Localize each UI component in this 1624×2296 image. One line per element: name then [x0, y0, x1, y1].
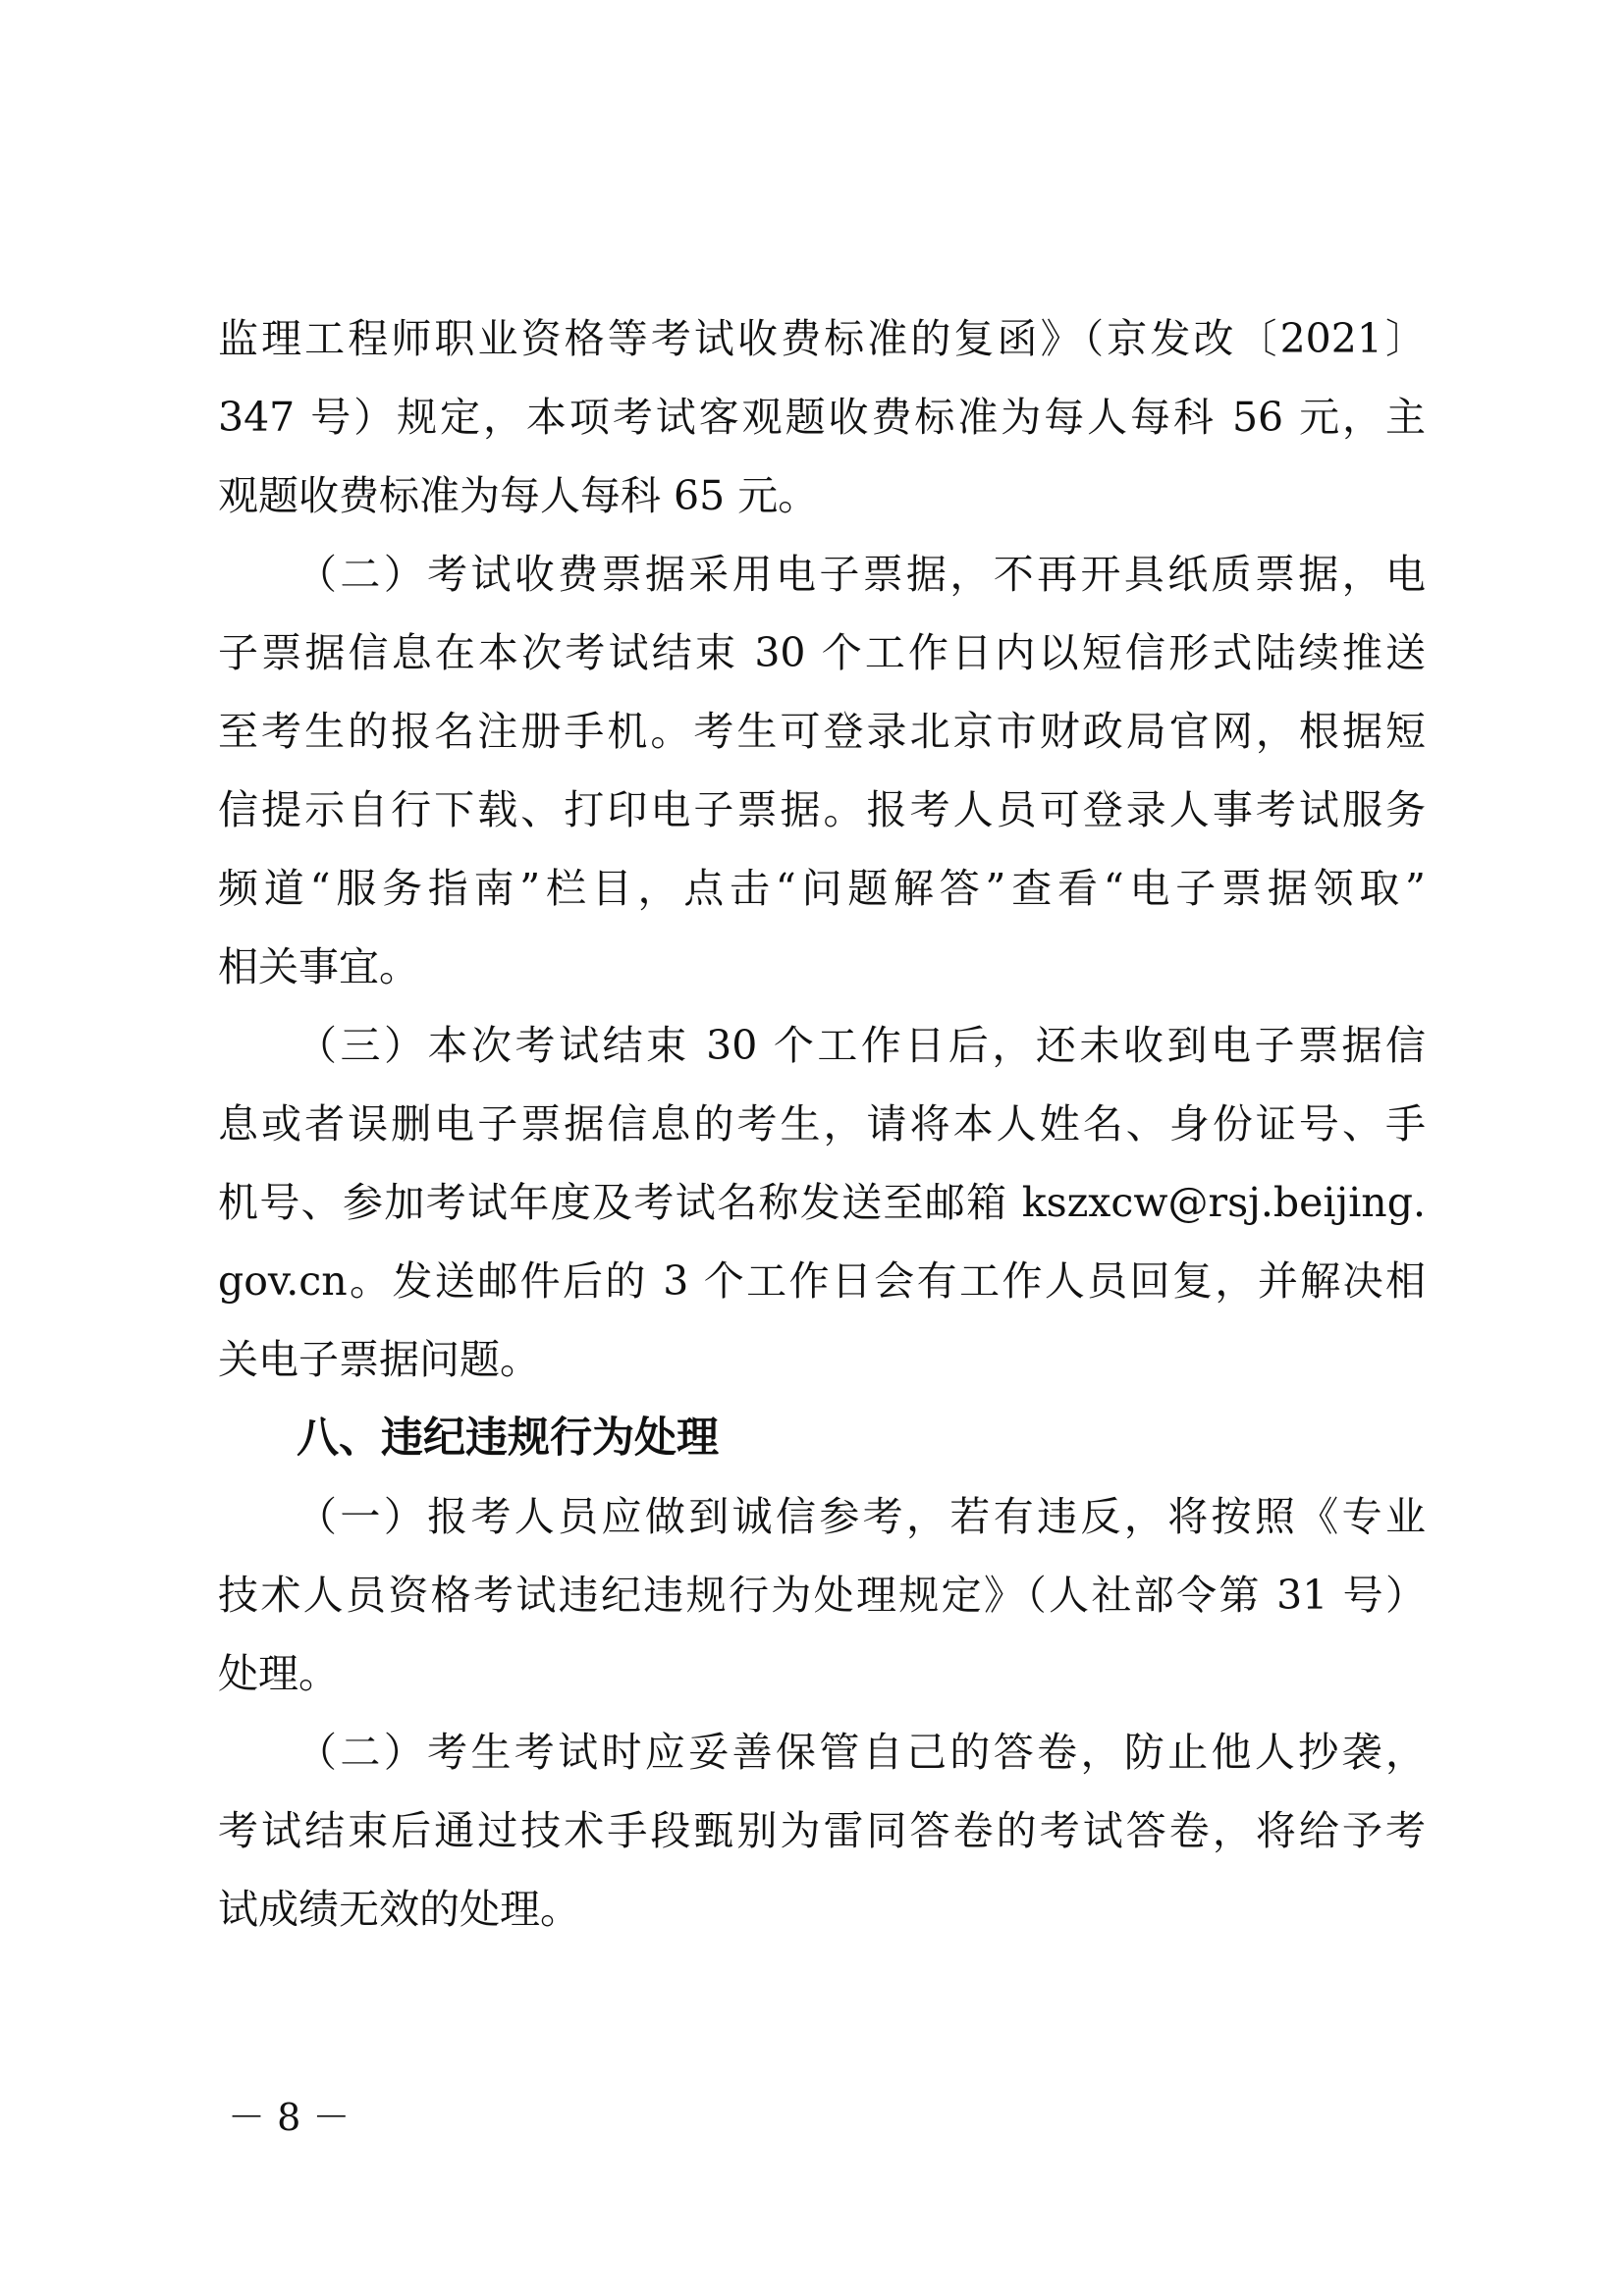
section-heading: 八、违纪违规行为处理 [297, 1414, 719, 1463]
paragraph-line: 处理。 [218, 1650, 339, 1697]
paragraph-line: （二）考生考试时应妥善保管自己的答卷，防止他人抄袭， [297, 1729, 1426, 1776]
paragraph-line: （一）报考人员应做到诚信参考，若有违反，将按照《专业 [297, 1493, 1426, 1540]
paragraph-line: 347 号）规定，本项考试客观题收费标准为每人每科 56 元，主 [218, 394, 1426, 441]
paragraph-line: 观题收费标准为每人每科 65 元。 [218, 472, 819, 519]
paragraph-line: 频道“服务指南”栏目，点击“问题解答”查看“电子票据领取” [218, 865, 1426, 912]
paragraph-line: 机号、参加考试年度及考试名称发送至邮箱 kszxcw@rsj.beijing. [218, 1179, 1426, 1226]
paragraph-line: 关电子票据问题。 [218, 1336, 540, 1383]
paragraph-line: 监理工程师职业资格等考试收费标准的复函》（京发改〔2021〕 [218, 315, 1426, 362]
page-number: － 8 － [228, 2096, 351, 2139]
paragraph-line: （二）考试收费票据采用电子票据，不再开具纸质票据，电 [297, 551, 1426, 598]
paragraph-line: 至考生的报名注册手机。考生可登录北京市财政局官网，根据短 [218, 708, 1426, 755]
paragraph-line: 考试结束后通过技术手段甄别为雷同答卷的考试答卷，将给予考 [218, 1807, 1426, 1854]
paragraph-line: 试成绩无效的处理。 [218, 1886, 580, 1933]
paragraph-line: 信提示自行下载、打印电子票据。报考人员可登录人事考试服务 [218, 786, 1426, 833]
paragraph-line: （三）本次考试结束 30 个工作日后，还未收到电子票据信 [297, 1022, 1426, 1069]
paragraph-line: gov.cn。发送邮件后的 3 个工作日会有工作人员回复，并解决相 [218, 1257, 1426, 1305]
paragraph-line: 子票据信息在本次考试结束 30 个工作日内以短信形式陆续推送 [218, 629, 1426, 676]
paragraph-line: 技术人员资格考试违纪违规行为处理规定》（人社部令第 31 号） [218, 1572, 1426, 1619]
paragraph-line: 息或者误删电子票据信息的考生，请将本人姓名、身份证号、手 [218, 1100, 1426, 1148]
paragraph-line: 相关事宜。 [218, 943, 419, 990]
